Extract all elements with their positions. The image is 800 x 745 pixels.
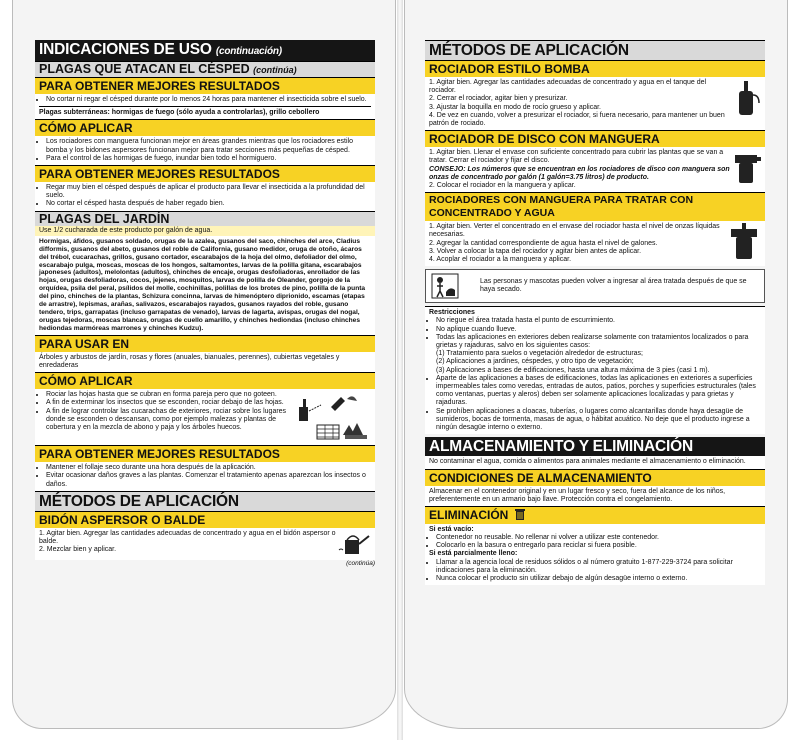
list-item: • Mantener el follaje seco durante una hora después de la aplicación. — [46, 464, 371, 472]
list-item: • Colocarlo en la basura o entregarlo para reciclar si fuera posible. — [436, 542, 761, 550]
list-item: • Evitar ocasionar daños graves a las plantas. Comenzar el tratamiento apenas aparezcan los insectos o daños. — [46, 472, 371, 488]
conditions-heading: CONDICIONES DE ALMACENAMIENTO — [425, 469, 765, 486]
how-to-apply-1 — [35, 136, 375, 165]
restrictions-section — [425, 306, 765, 434]
right-column — [425, 40, 765, 585]
garden-pests-heading: PLAGAS DEL JARDÍN — [35, 211, 375, 226]
hose-steps — [429, 223, 727, 264]
list-item: • Se prohíben aplicaciones a cloacas, tuberías, o lugares como alcantarillas donde haya desagüe de sumideros, bocas de tormenta, masas de agua, o hábitat acuático. No deje que el producto ingrese a ningún desagüe interno o externo. — [436, 408, 761, 433]
list-item: • Contenedor no reusable. No rellenar ni volver a utilizar este contenedor. — [436, 534, 761, 542]
hose-section — [425, 221, 765, 266]
pump-steps — [429, 79, 731, 128]
left-column — [35, 40, 375, 567]
pump-section — [425, 77, 765, 130]
tip-text: Los números que se encuentran en los rociadores de disco con manguera son onzas de concentrado por galón (1 galón=3.75 litros) de producto. — [429, 165, 730, 181]
disposal-title: ELIMINACIÓN — [429, 507, 509, 522]
hose-heading: ROCIADORES CON MANGUERA PARA TRATAR CON CONCENTRADO Y AGUA — [425, 192, 765, 221]
reentry-box — [425, 269, 765, 303]
use-in-text: Árboles y arbustos de jardín, rosas y flores (anuales, bianuales, perennes), cubiertas vegetales y enredaderas — [35, 352, 375, 372]
step: 2. Colocar el rociador en la manguera y aplicar. — [429, 182, 576, 190]
bucket-steps — [39, 530, 337, 555]
directions-cont: (continuación) — [215, 46, 282, 57]
exception: (2) Aplicaciones a jardines, céspedes, y otro tipo de vegetación; — [436, 358, 634, 366]
dial-section — [425, 147, 765, 192]
step: 3. Ajustar la boquilla en modo de rocío grueso y aplicar. — [429, 103, 601, 111]
page-fold — [397, 0, 403, 740]
bucket-section — [35, 528, 375, 560]
exception: (3) Aplicaciones a bases de edificaciones, hasta una altura máxima de 3 pies (casi 1 m). — [436, 366, 710, 374]
list-item: • Regar muy bien el césped después de aplicar el producto para llevar el insecticida a la profundidad del suelo. — [46, 184, 371, 200]
if-empty-label: Si está vacío: — [429, 525, 474, 533]
step: 3. Volver a colocar la tapa del rociador y agitar bien antes de aplicar. — [429, 247, 642, 255]
divider — [39, 106, 371, 107]
directions-heading — [35, 40, 375, 61]
bucket-heading: BIDÓN ASPERSOR O BALDE — [35, 511, 375, 528]
tip — [429, 166, 731, 182]
garden-pests-list — [35, 236, 375, 335]
disposal-section — [425, 524, 765, 585]
step: 2. Agregar la cantidad correspondiente de agua hasta el nivel de galones. — [429, 239, 658, 247]
step: 1. Agitar bien. Verter el concentrado en el envase del rociador hasta el nivel de onzas líquidas necesarias. — [429, 223, 720, 239]
lawn-pests-cont: (continúa) — [253, 65, 297, 75]
trash-can-icon — [515, 509, 525, 523]
step: 2. Cerrar el rociador, agitar bien y presurizar. — [429, 95, 568, 103]
methods-right-heading: MÉTODOS DE APLICACIÓN — [425, 40, 765, 60]
step: 4. De vez en cuando, volver a presurizar el rociador, si fuera necesario, para mantener un buen patrón de rociado. — [429, 111, 725, 128]
list-item: • Para el control de las hormigas de fuego, inundar bien todo el hormiguero. — [46, 155, 371, 163]
list-item: • No aplique cuando llueve. — [436, 326, 761, 334]
storage-heading: ALMACENAMIENTO Y ELIMINACIÓN — [425, 437, 765, 456]
best-results-1-heading: PARA OBTENER MEJORES RESULTADOS — [35, 77, 375, 94]
exception: (1) Tratamiento para suelos o vegetación alrededor de estructuras; — [436, 350, 644, 358]
list-item: • A fin de exterminar los insectos que se esconden, rociar debajo de las hojas. — [46, 399, 291, 407]
hose-sprayer-icon — [727, 223, 761, 261]
people-pets-icon — [430, 272, 480, 300]
use-in-heading: PARA USAR EN — [35, 335, 375, 352]
how-to-apply-1-heading: CÓMO APLICAR — [35, 119, 375, 136]
list-item: • Nunca colocar el producto sin utilizar debajo de algún desagüe interno o externo. — [436, 575, 761, 583]
dial-heading: ROCIADOR DE DISCO CON MANGUERA — [425, 130, 765, 147]
best-results-2-heading: PARA OBTENER MEJORES RESULTADOS — [35, 165, 375, 182]
reentry-text: Las personas y mascotas pueden volver a ingresar al área tratada después de que se haya secado. — [480, 278, 747, 294]
how-to-apply-2-heading: CÓMO APLICAR — [35, 372, 375, 389]
garden-spray-icon — [291, 391, 371, 443]
methods-left-heading: MÉTODOS DE APLICACIÓN — [35, 491, 375, 511]
how-to-apply-2-text — [39, 391, 291, 432]
step: 4. Acoplar el rociador a la manguera y aplicar. — [429, 256, 572, 264]
pump-sprayer-icon — [731, 79, 761, 117]
step: 1. Agitar bien. Agregar las cantidades adecuadas de concentrado y agua en el bidón aspersor o balde. — [39, 529, 336, 545]
tip-label: CONSEJO: — [429, 165, 466, 173]
conditions-text: Almacenar en el contenedor original y en un lugar fresco y seco, fuera del alcance de los niños, preferentemente en un armario bajo llave. Protección contra el congelamiento. — [425, 486, 765, 506]
if-partial-label: Si está parcialmente lleno: — [429, 550, 518, 558]
list-item: • Rociar las hojas hasta que se cubran en forma pareja pero que no goteen. — [46, 391, 291, 399]
list-item: • A fin de lograr controlar las cucarachas de exteriores, rociar sobre los lugares donde se esconden o descansan, como por ejemplo malezas y plantas de cobertura y en la mezcla de abono y paja y los árboles huecos. — [46, 408, 291, 433]
step: 1. Agitar bien. Llenar el envase con suficiente concentrado para cubrir las plantas que se van a tratar. Cerrar el rociador y fijar el disco. — [429, 149, 724, 165]
watering-can-icon — [337, 530, 371, 558]
list-item: • No cortar ni regar el césped durante por lo menos 24 horas para mantener el insecticida sobre el suelo. — [46, 96, 371, 104]
lawn-pests-title: PLAGAS QUE ATACAN EL CÉSPED — [39, 62, 250, 76]
step: 2. Mezclar bien y aplicar. — [39, 546, 117, 554]
list-item: • No riegue el área tratada hasta el punto de escurrimiento. — [436, 317, 761, 325]
step: 1. Agitar bien. Agregar las cantidades adecuadas de concentrado y agua en el tanque del rociador. — [429, 79, 707, 95]
directions-title: INDICACIONES DE USO — [39, 41, 212, 58]
dial-sprayer-icon — [731, 149, 761, 185]
best-results-3 — [35, 462, 375, 491]
storage-note: No contaminar el agua, comida o alimentos para animales mediante el almacenamiento o eliminación. — [425, 456, 765, 468]
list-item: • Todas las aplicaciones en exteriores deben realizarse solamente con tratamientos localizados o para grietas y rajaduras, salvo en los siguientes casos: — [436, 334, 761, 350]
best-results-2 — [35, 182, 375, 211]
disposal-heading — [425, 506, 765, 524]
continued-note: (continúa) — [346, 559, 375, 567]
dial-steps — [429, 149, 731, 190]
list-item: • Aparte de las aplicaciones a bases de edificaciones, todas las aplicaciones en exteriores a superficies impermeables tales como veredas, entradas de autos, patios, porches y superficies estructurales (tales como ventanas, puertas y aleros) deben ser solamente aplicaciones localizadas y para grietas y rajaduras. — [436, 375, 761, 408]
subterranean-pests: Plagas subterráneas: hormigas de fuego (sólo ayuda a controlarlas), grillo cebollero — [39, 109, 320, 117]
list-item: • Llamar a la agencia local de residuos sólidos o al número gratuito 1-877-229-3724 para solicitar indicaciones para la eliminación. — [436, 559, 761, 575]
best-results-3-heading: PARA OBTENER MEJORES RESULTADOS — [35, 445, 375, 462]
how-to-apply-2 — [35, 389, 375, 445]
garden-rate: Use 1/2 cucharada de este producto por galón de agua. — [35, 226, 375, 236]
restrictions-title: Restricciones — [429, 309, 475, 317]
pump-heading: ROCIADOR ESTILO BOMBA — [425, 60, 765, 77]
lawn-pests-heading — [35, 61, 375, 77]
list-item: • No cortar el césped hasta después de haber regado bien. — [46, 200, 371, 208]
list-item: • Los rociadores con manguera funcionan mejor en áreas grandes mientras que los rociadores estilo bomba y los bidones aspersores funcionan mejor para tratar secciones más pequeñas de césped. — [46, 138, 371, 154]
garden-pests-text: Hormigas, áfidos, gusanos soldado, orugas de la azalea, gusanos del saco, chinches del arce, Cladius difformis, gusanos del abeto, gusanos del roble de California, gusano medidor, oruga de otoño, ácaros del trébol, cucarachas, grillos, gusano cortador, escarabajos de la hoja del olmo, defoliador del olmo, escarabajo pulga, moscas, moscas de los hongos, saltamontes, larvas de la polilla gitana, escarabajos japoneses (adultos), melolontas (adultos), chinches de encaje, orugas desfoliadoras, enrollador de las hojas, orugas desfoliadoras, cocos, jejenes, mosquitos, larvas de polilla de Oleander, gorgojo de la orquídea, psila del peral, psílidos del molle, cochinillas, polillas de los brotes de pino, polilla de la punta del pino, chinches de la plantas, Schizura concinna, larvas de himenóptero diprionido, escamas (etapas de arrastre), lepismas, arañas, salivazos, escarabajos rayados, gusanos rayados del roble, gusano tendero, trips, garrapatas (incluso garrapatas de venado), larvas de lagarta, avispas, orugas del nogal, orugas tejedoras, moscas blancas, orugas de cuello amarillo, y chinches hediondas (incluso chinches hediondas marmóreas marrones y chinches Kudzu). — [39, 237, 366, 332]
best-results-1 — [35, 94, 375, 119]
